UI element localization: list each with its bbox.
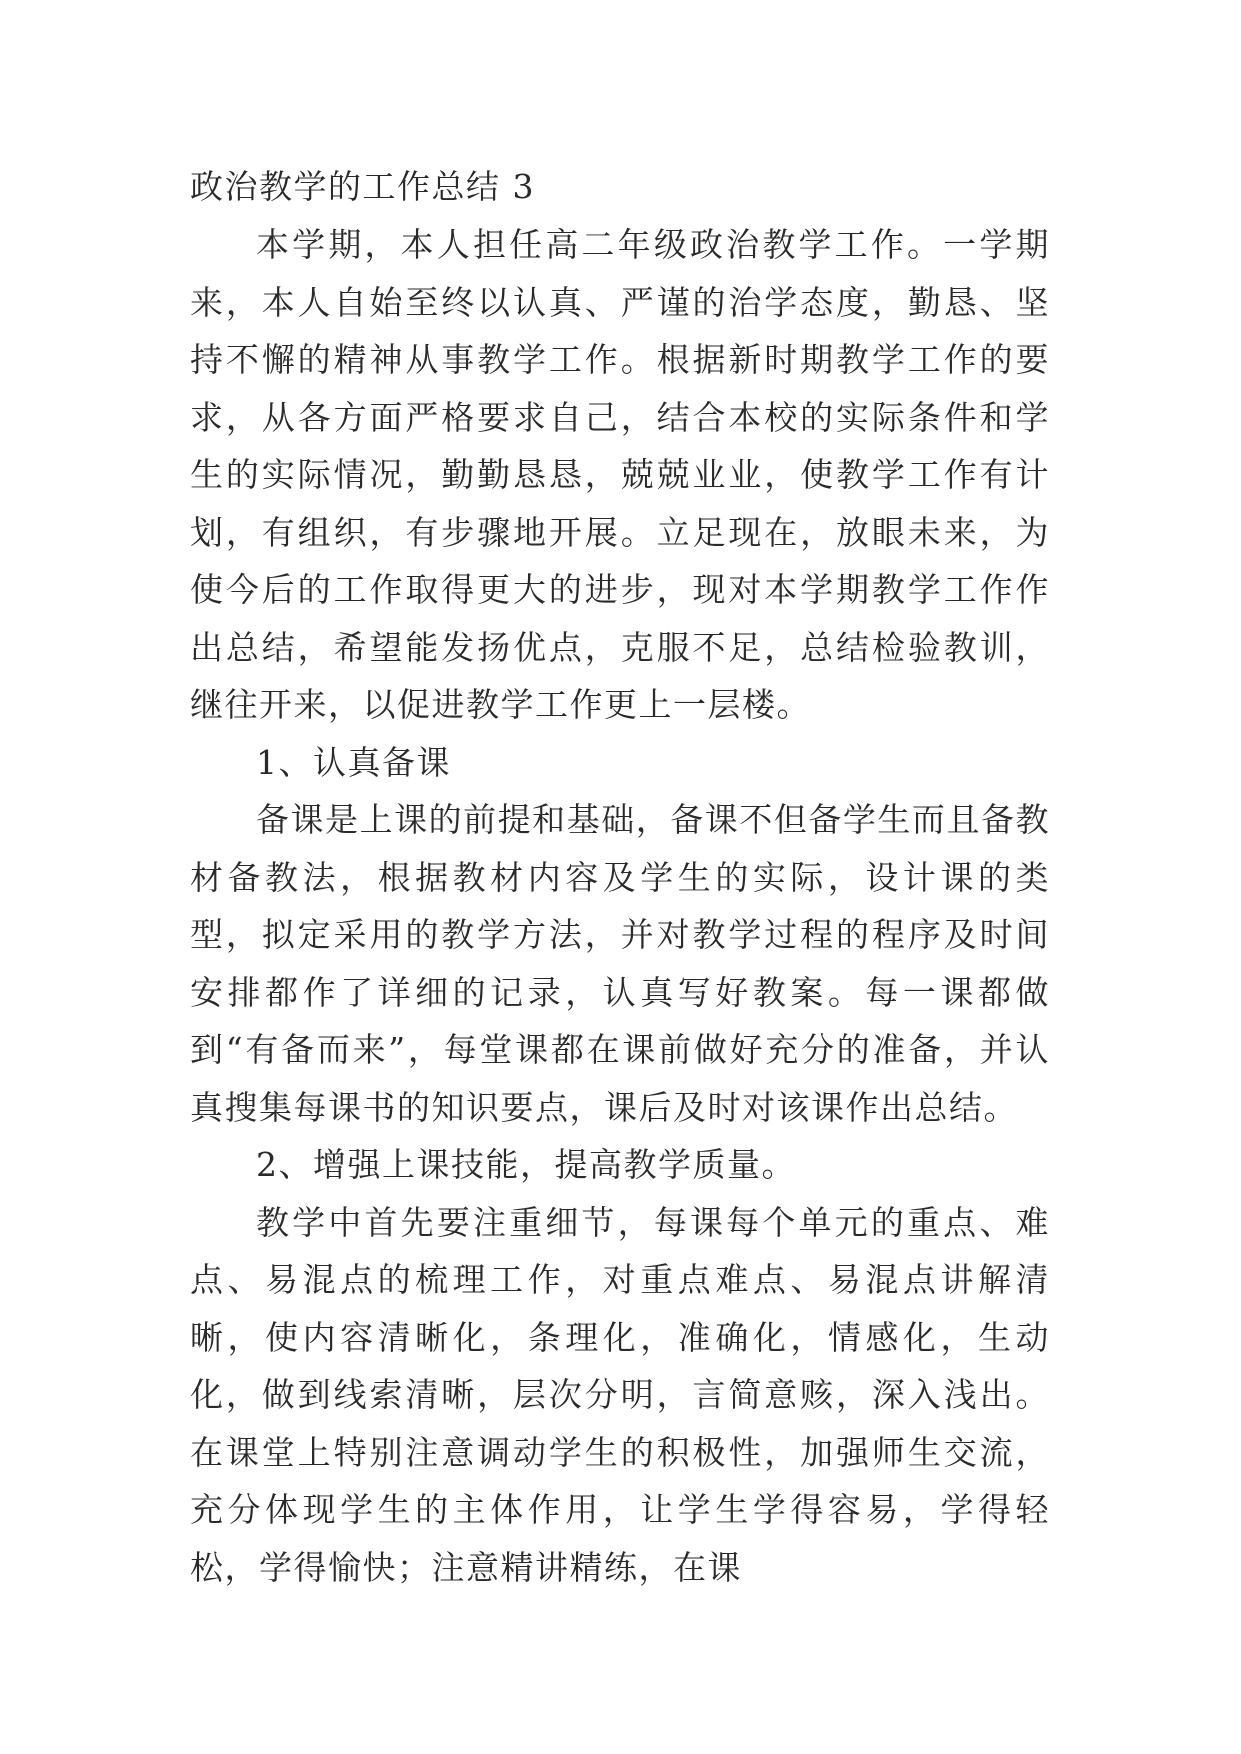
document-title: 政治教学的工作总结 3 bbox=[190, 167, 535, 206]
section-heading-1: 1、认真备课 bbox=[256, 742, 451, 782]
section-heading-2: 2、增强上课技能，提高教学质量。 bbox=[256, 1145, 796, 1184]
paragraph-lesson-prep: 备课是上课的前提和基础，备课不但备学生而且备教材备教法，根据教材内容及学生的实际，设计课的类型，拟定采用的教学方法，并对教学过程的程序及时间安排都作了详细的记录，认真写好教案。每一课都做到“有备而来”，每堂课都在课前做好充分的准备，并认真搜集每课书的知识要点，课后及时对该课作出总结。 bbox=[190, 800, 1050, 1127]
paragraph-intro: 本学期，本人担任高二年级政治教学工作。一学期来，本人自始至终以认真、严谨的治学态度，勤恳、坚持不懈的精神从事教学工作。根据新时期教学工作的要求，从各方面严格要求自己，结合本校的实际条件和学生的实际情况，勤勤恳恳，兢兢业业，使教学工作有计划，有组织，有步骤地开展。立足现在，放眼未来，为使今后的工作取得更大的进步，现对本学期教学工作作出总结，希望能发扬优点，克服不足，总结检验教训，继往开来，以促进教学工作更上一层楼。 bbox=[190, 225, 1050, 724]
paragraph-teaching-quality: 教学中首先要注重细节，每课每个单元的重点、难点、易混点的梳理工作，对重点难点、易混点讲解清晰，使内容清晰化，条理化，准确化，情感化，生动化，做到线索清晰，层次分明，言简意赅，深入浅出。在课堂上特别注意调动学生的积极性，加强师生交流，充分体现学生的主体作用，让学生学得容易，学得轻松，学得愉快；注意精讲精练，在课 bbox=[190, 1202, 1050, 1587]
document-body bbox=[190, 158, 1050, 1596]
